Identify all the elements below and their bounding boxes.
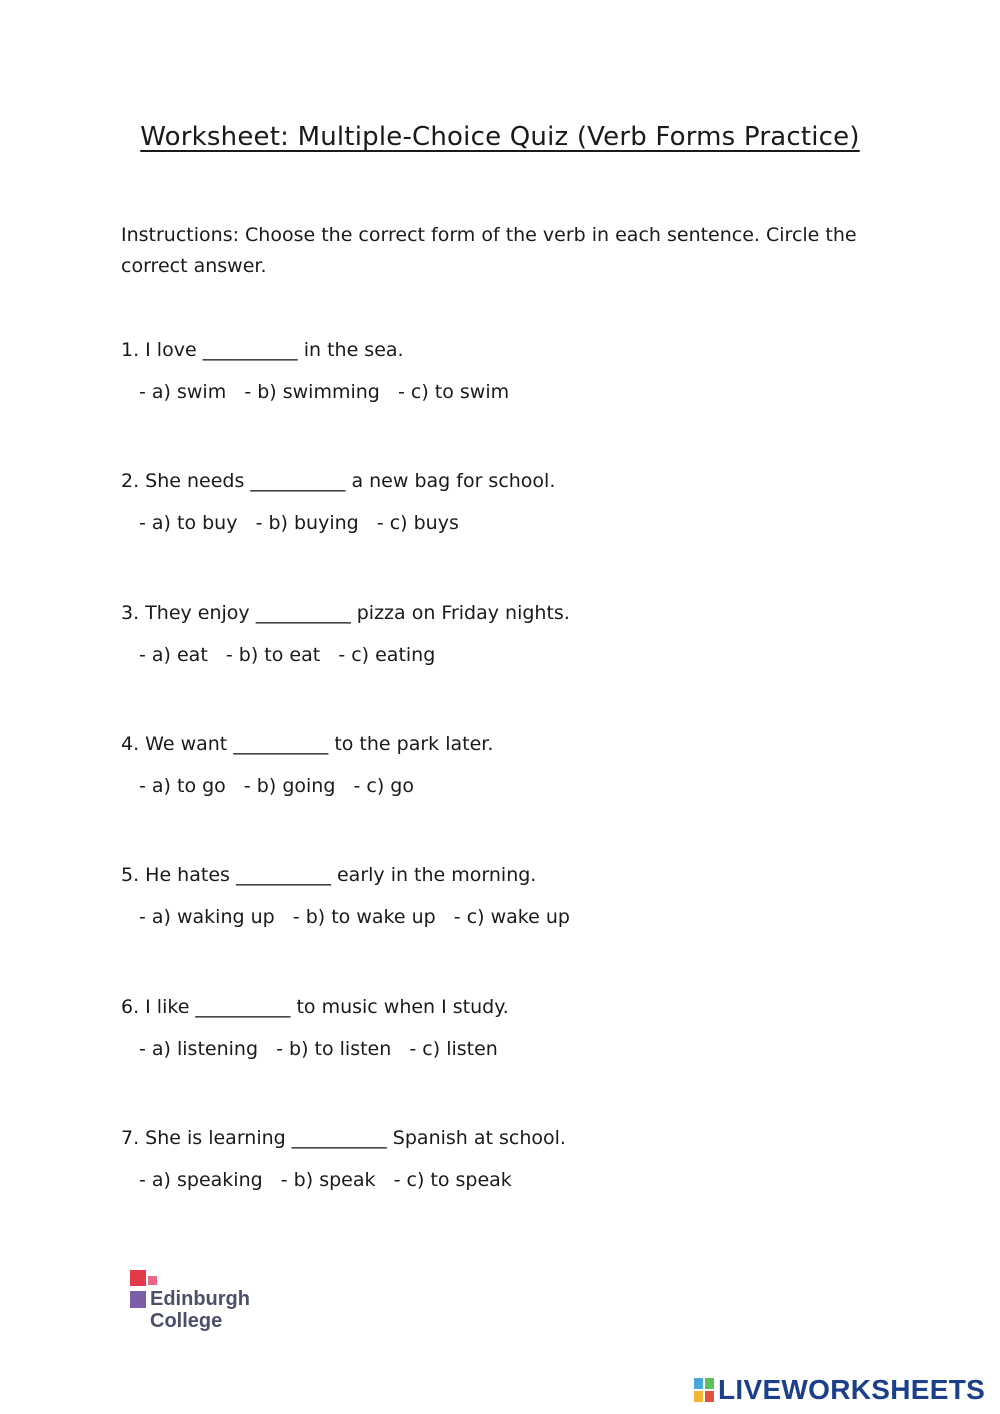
logo-text-line1: Edinburgh	[150, 1288, 250, 1310]
answer-options: - a) speaking - b) speak - c) to speak	[139, 1169, 512, 1191]
page-title-text: Worksheet: Multiple-Choice Quiz (Verb Forms Practice)	[140, 122, 860, 152]
answer-options: - a) eat - b) to eat - c) eating	[139, 644, 436, 666]
question-stem: 3. They enjoy __________ pizza on Friday nights.	[121, 602, 570, 624]
watermark-text: LIVEWORKSHEETS	[718, 1374, 986, 1405]
question-stem: 4. We want __________ to the park later.	[121, 733, 494, 755]
answer-options: - a) to buy - b) buying - c) buys	[139, 512, 459, 534]
question-4	[121, 733, 493, 797]
question-stem: 1. I love __________ in the sea.	[121, 339, 404, 361]
question-2	[121, 470, 555, 534]
question-stem: 7. She is learning __________ Spanish at school.	[121, 1127, 566, 1149]
answer-options: - a) swim - b) swimming - c) to swim	[139, 381, 510, 403]
liveworksheets-grid-icon	[694, 1378, 714, 1402]
page-title	[0, 122, 1000, 152]
logo-square-purple	[130, 1291, 146, 1308]
question-stem: 5. He hates __________ early in the morning.	[121, 864, 537, 886]
answer-options: - a) to go - b) going - c) go	[139, 775, 414, 797]
logo-square-red	[130, 1270, 146, 1286]
question-3	[121, 602, 570, 666]
logo-text-line2: College	[150, 1310, 223, 1332]
logo-square-pink	[148, 1276, 157, 1285]
question-stem: 6. I like __________ to music when I study.	[121, 996, 509, 1018]
answer-options: - a) listening - b) to listen - c) listen	[139, 1038, 498, 1060]
edinburgh-college-logo	[130, 1270, 270, 1332]
liveworksheets-watermark	[694, 1375, 990, 1405]
question-stem: 2. She needs __________ a new bag for school.	[121, 470, 556, 492]
instructions: Instructions: Choose the correct form of the verb in each sentence. Circle the correct answer.	[121, 224, 857, 277]
question-5	[121, 864, 570, 928]
question-1	[121, 339, 509, 403]
question-7	[121, 1127, 566, 1191]
question-6	[121, 996, 509, 1060]
answer-options: - a) waking up - b) to wake up - c) wake up	[139, 906, 570, 928]
